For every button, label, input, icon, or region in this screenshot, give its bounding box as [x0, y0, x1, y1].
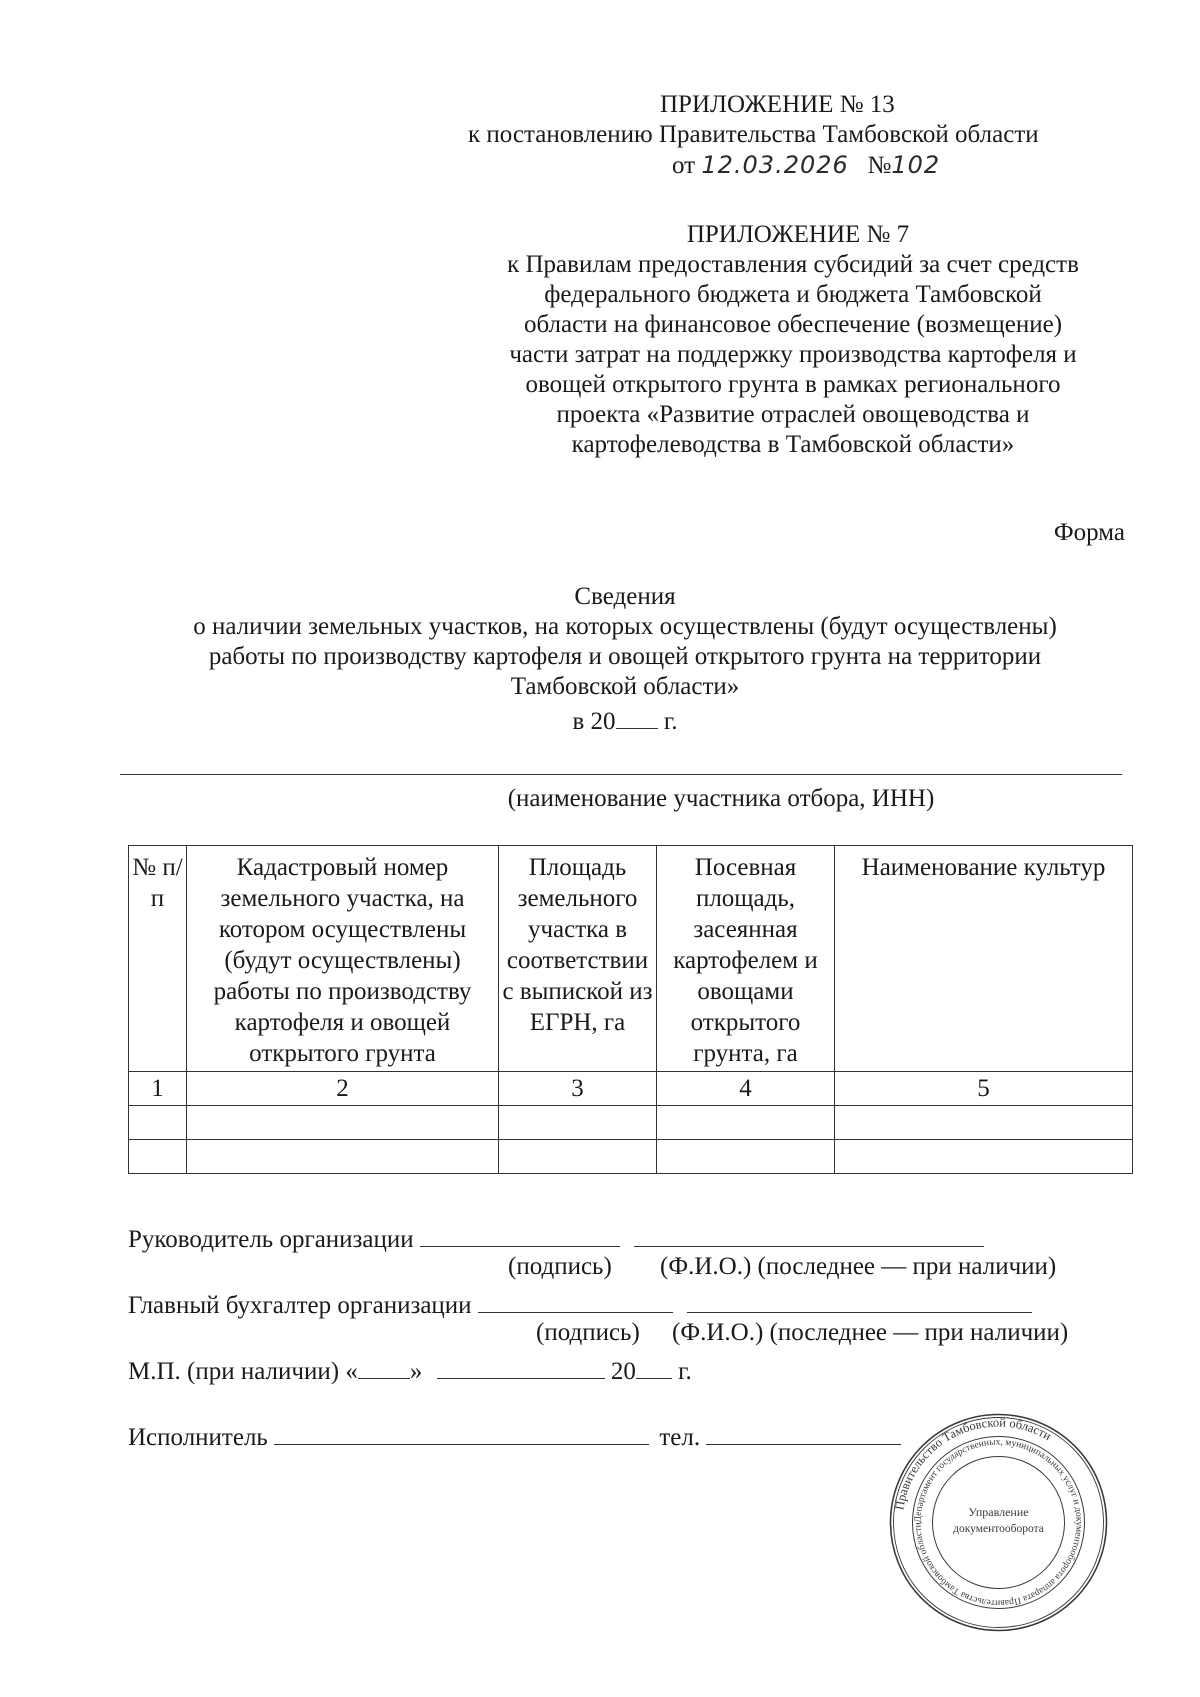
stamp-outer-text: Правительство Тамбовской области	[892, 1415, 1054, 1511]
table-cell[interactable]	[835, 1140, 1133, 1174]
accountant-signature-row	[128, 1286, 1138, 1318]
sign-caption: (подпись)	[536, 1319, 640, 1346]
land-plots-table	[128, 845, 1133, 1174]
name-caption: (Ф.И.О.) (последнее — при наличии)	[672, 1319, 1069, 1346]
appendix-7-line: к Правилам предоставления субсидий за счет средств	[507, 251, 1079, 278]
handwritten-number: 102	[891, 151, 941, 179]
accountant-label: Главный бухгалтер организации	[128, 1292, 472, 1319]
sign-caption: (подпись)	[508, 1253, 612, 1280]
head-name-line[interactable]	[634, 1220, 984, 1247]
table-header-row	[129, 846, 1133, 1072]
stamp-inner-text: Департамент государственных, муниципальных услуг и документооборота аппарата Правительства Тамбовской области	[913, 1437, 1084, 1608]
column-number: 1	[129, 1072, 187, 1106]
month-blank[interactable]	[437, 1352, 605, 1379]
document-title	[120, 582, 1130, 737]
column-number: 3	[499, 1072, 657, 1106]
official-stamp	[886, 1410, 1111, 1635]
header-sown-area: Посевная площадь, засеянная картофелем и овощами открытого грунта, га	[657, 846, 835, 1072]
appendix-7-line: проекта «Развитие отраслей овощеводства и	[556, 401, 1030, 428]
column-number: 5	[835, 1072, 1133, 1106]
title-line: работы по производству картофеля и овощей открытого грунта на территории	[208, 643, 1042, 670]
number-prefix: №	[867, 152, 892, 179]
table-cell[interactable]	[657, 1106, 835, 1140]
mp-year-blank[interactable]	[636, 1352, 672, 1379]
column-number: 4	[657, 1072, 835, 1106]
participant-name-line[interactable]	[120, 774, 1122, 775]
table-cell[interactable]	[657, 1140, 835, 1174]
mp-year: 20	[610, 1358, 636, 1385]
appendix-7-line: части затрат на поддержку производства картофеля и	[509, 341, 1077, 368]
handwritten-date: 12.03.2026	[701, 151, 849, 179]
table-cell[interactable]	[835, 1106, 1133, 1140]
title-heading: Сведения	[574, 583, 676, 610]
date-prefix: от	[672, 152, 696, 179]
appendix-7-line: области на финансовое обеспечение (возмещение)	[523, 311, 1063, 338]
appendix-13-decree-line: к постановлению Правительства Тамбовской области	[468, 121, 1039, 148]
executor-line[interactable]	[274, 1418, 649, 1445]
phone-label: тел.	[659, 1424, 701, 1451]
head-caption-row	[128, 1252, 1138, 1284]
mp-year-suffix: г.	[678, 1358, 692, 1385]
day-blank[interactable]	[358, 1352, 410, 1379]
mp-quote-close: »	[409, 1358, 423, 1385]
appendix-13-title: ПРИЛОЖЕНИЕ № 13	[660, 91, 895, 118]
appendix-7-line: картофелеводства в Тамбовской области»	[571, 431, 1015, 458]
table-cell[interactable]	[187, 1140, 499, 1174]
phone-line[interactable]	[706, 1418, 901, 1445]
table-cell[interactable]	[129, 1106, 187, 1140]
name-caption: (Ф.И.О.) (последнее — при наличии)	[660, 1253, 1057, 1280]
mp-row	[128, 1352, 1138, 1384]
header-number: № п/п	[129, 846, 187, 1072]
participant-caption: (наименование участника отбора, ИНН)	[507, 785, 935, 812]
appendix-7-line: федерального бюджета и бюджета Тамбовской	[544, 281, 1042, 308]
table-cell[interactable]	[499, 1106, 657, 1140]
table-cell[interactable]	[129, 1140, 187, 1174]
year-suffix: г.	[663, 708, 678, 735]
stamp-center-line2: документооборота	[953, 1523, 1044, 1535]
header-area: Площадь земельного участка в соответствии с выпиской из ЕГРН, га	[499, 846, 657, 1072]
title-line: Тамбовской области»	[510, 673, 740, 700]
accountant-caption-row	[128, 1318, 1138, 1350]
form-label: Форма	[1053, 519, 1125, 546]
title-year-line	[120, 702, 1130, 737]
mp-label: М.П. (при наличии) «	[128, 1358, 358, 1385]
table-row	[129, 1140, 1133, 1174]
header-crops: Наименование культур	[835, 846, 1133, 1072]
column-number: 2	[187, 1072, 499, 1106]
head-signature-row	[128, 1220, 1138, 1252]
title-line: о наличии земельных участков, на которых осуществлены (будут осуществлены)	[193, 613, 1057, 640]
year-prefix: в 20	[572, 708, 616, 735]
accountant-signature-line[interactable]	[478, 1286, 673, 1313]
appendix-7-block	[448, 220, 1138, 460]
table-column-numbers-row	[129, 1072, 1133, 1106]
table-cell[interactable]	[499, 1140, 657, 1174]
executor-label: Исполнитель	[128, 1424, 268, 1451]
header-cadastral: Кадастровый номер земельного участка, на котором осуществлены (будут осуществлены) работы по производству картофеля и овощей открытого грунта	[187, 846, 499, 1072]
stamp-center-line1: Управление	[968, 1505, 1029, 1519]
table-row	[129, 1106, 1133, 1140]
accountant-name-line[interactable]	[687, 1286, 1032, 1313]
appendix-7-line: овощей открытого грунта в рамках регионального	[525, 371, 1061, 398]
head-label: Руководитель организации	[128, 1226, 414, 1253]
appendix-7-title: ПРИЛОЖЕНИЕ № 7	[686, 221, 910, 248]
year-blank[interactable]	[616, 702, 658, 729]
appendix-13-date-line	[450, 150, 1130, 181]
head-signature-line[interactable]	[420, 1220, 620, 1247]
appendix-13-block	[450, 90, 1130, 181]
table-cell[interactable]	[187, 1106, 499, 1140]
